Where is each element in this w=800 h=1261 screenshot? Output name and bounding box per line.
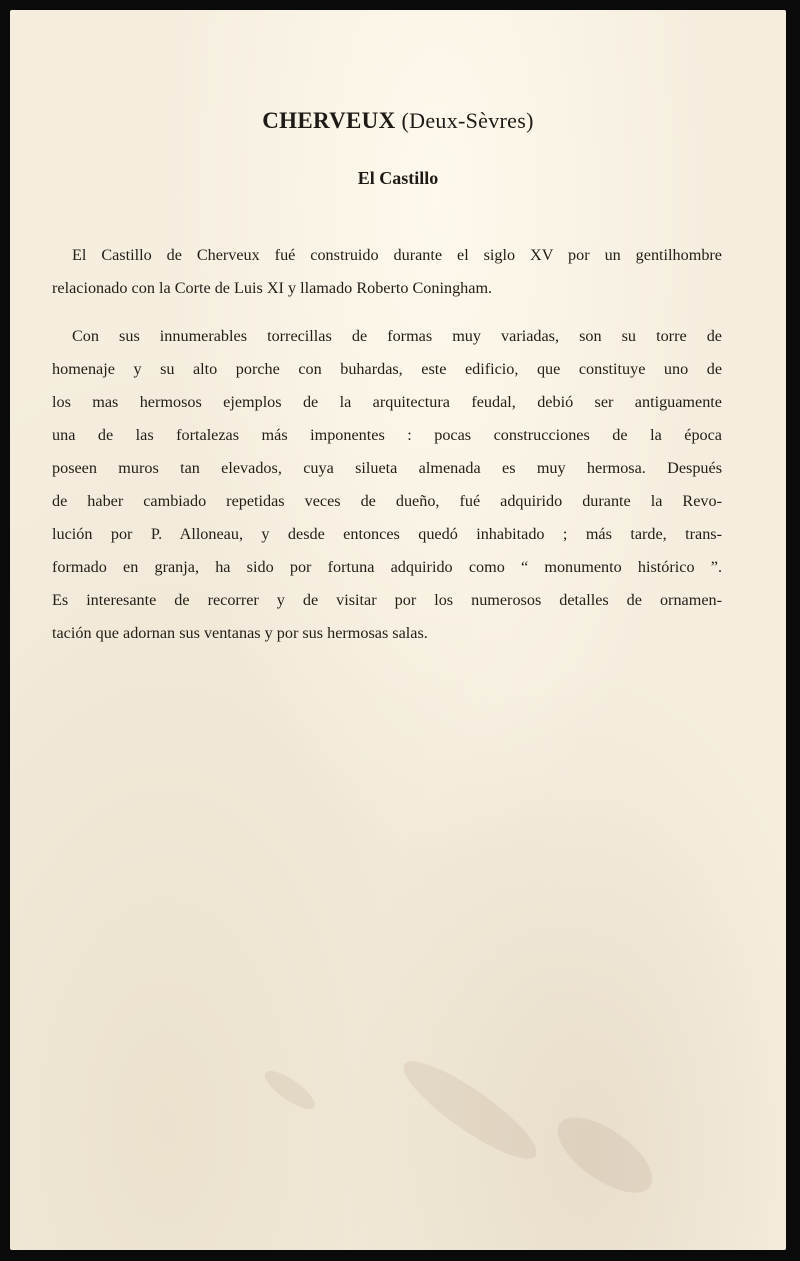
text-line: formado en granja, ha sido por fortuna adquirido como “ monumento histórico ”. bbox=[52, 558, 722, 576]
page-subtitle: El Castillo bbox=[357, 168, 439, 188]
text-line: una de las fortalezas más imponentes : pocas construcciones de la época bbox=[52, 426, 722, 444]
page-title bbox=[10, 108, 786, 134]
text-line: relacionado con la Corte de Luis XI y llamado Roberto Coningham. bbox=[52, 279, 493, 297]
text-line: Con sus innumerables torrecillas de formas muy variadas, son su torre de bbox=[72, 327, 722, 345]
text-line: tación que adornan sus ventanas y por sus hermosas salas. bbox=[52, 624, 428, 642]
stain-mark bbox=[546, 1103, 665, 1207]
text-line: El Castillo de Cherveux fué construido durante el siglo XV por un gentilhombre bbox=[72, 246, 722, 264]
paragraph-2 bbox=[52, 320, 722, 650]
title-place: CHERVEUX bbox=[262, 108, 396, 133]
text-line: de haber cambiado repetidas veces de dueño, fué adquirido durante la Revo- bbox=[52, 492, 722, 510]
text-line: homenaje y su alto porche con buhardas, este edificio, que constituye uno de bbox=[52, 360, 722, 378]
stain-mark bbox=[260, 1065, 321, 1116]
body-text bbox=[52, 239, 722, 665]
title-region: (Deux-Sèvres) bbox=[401, 108, 534, 133]
text-line: Es interesante de recorrer y de visitar por los numerosos detalles de ornamen- bbox=[52, 591, 722, 609]
text-line: los mas hermosos ejemplos de la arquitectura feudal, debió ser antiguamente bbox=[52, 393, 722, 411]
document-page bbox=[10, 10, 786, 1250]
stain-mark bbox=[393, 1048, 547, 1173]
text-line: poseen muros tan elevados, cuya silueta almenada es muy hermosa. Después bbox=[52, 459, 722, 477]
paragraph-1 bbox=[52, 239, 722, 305]
text-line: lución por P. Alloneau, y desde entonces quedó inhabitado ; más tarde, trans- bbox=[52, 525, 722, 543]
